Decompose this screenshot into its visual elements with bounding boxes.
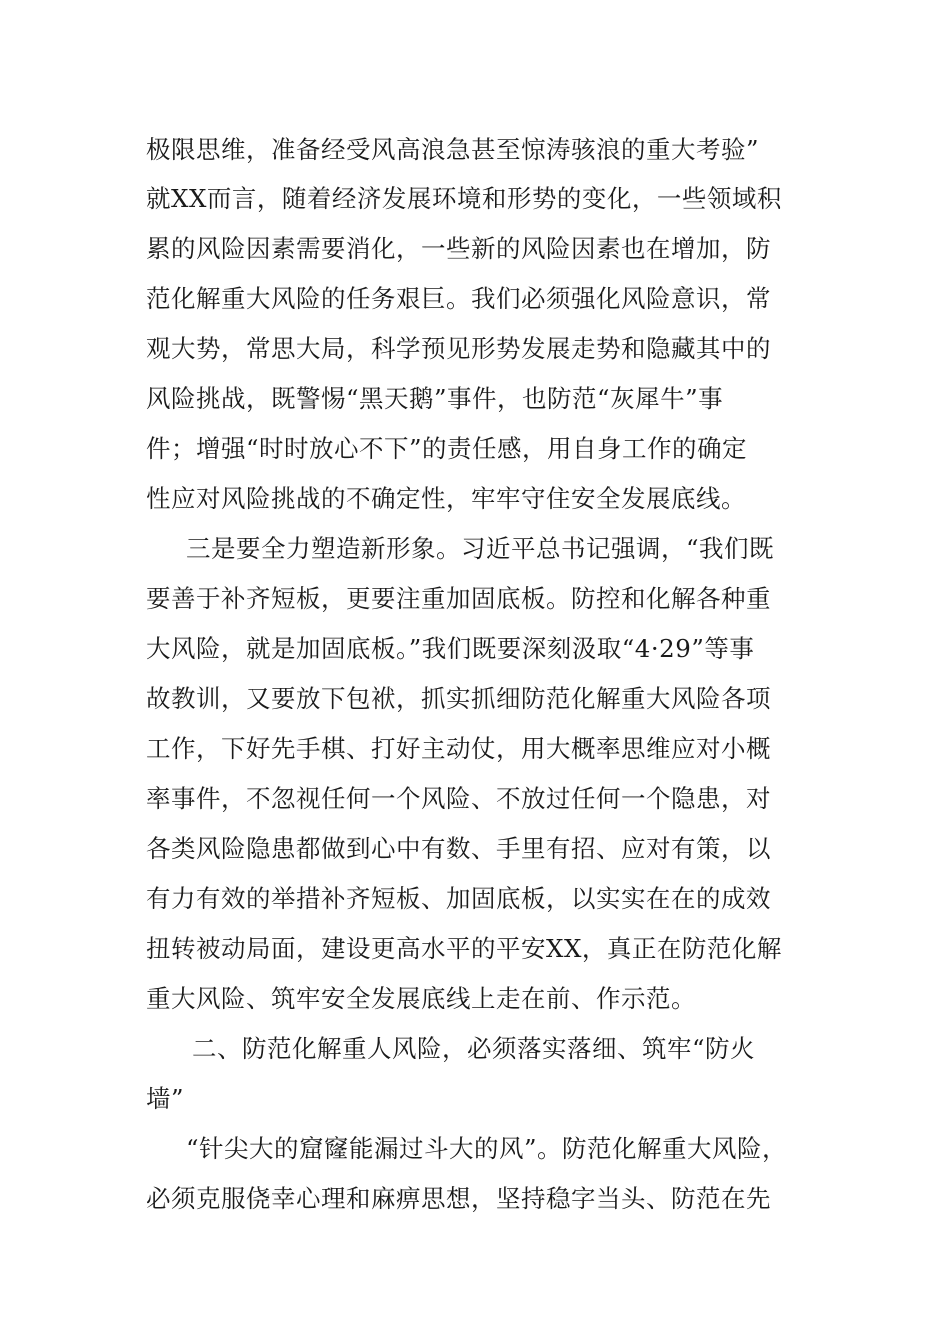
text-line: 率事件，不忽视任何一个风险、不放过任何一个隐患，对 (146, 784, 771, 813)
text-line: 极限思维，准备经受风高浪急甚至惊涛骇浪的重大考验” (146, 135, 760, 164)
text-line: 必须克服侥幸心理和麻痹思想，坚持稳字当头、防范在先 (146, 1184, 771, 1213)
text-line: 范化解重大风险的任务艰巨。我们必须强化风险意识，常 (146, 284, 771, 313)
text-line: 要善于补齐短板，更要注重加固底板。防控和化解各种重 (146, 584, 771, 613)
text-line: 就XX而言，随着经济发展环境和形势的变化，一些领域积 (146, 184, 782, 213)
text-line: 工作，下好先手棋、打好主动仗，用大概率思维应对小概 (146, 734, 771, 763)
text-line: 各类风险隐患都做到心中有数、手里有招、应对有策，以 (146, 834, 771, 863)
text-line: 件；增强“时时放心不下”的责任感，用自身工作的确定 (146, 434, 748, 463)
text-line: 观大势，常思大局，科学预见形势发展走势和隐藏其中的 (146, 334, 771, 363)
text-line: 累的风险因素需要消化，一些新的风险因素也在增加，防 (146, 234, 771, 263)
text-line: 有力有效的举措补齐短板、加固底板，以实实在在的成效 (146, 884, 771, 913)
text-line: 性应对风险挑战的不确定性，牢牢守住安全发展底线。 (146, 484, 746, 513)
paragraph-first-line: 三是要全力塑造新形象。习近平总书记强调，“我们既 (186, 534, 775, 563)
text-line: 大风险，就是加固底板。”我们既要深刻汲取“4·29”等事 (146, 634, 755, 663)
section-heading-continued: 墙” (146, 1084, 185, 1113)
section-heading: 二、防范化解重人风险，必须落实落细、筑牢“防火 (192, 1034, 756, 1063)
text-line: 风险挑战，既警惕“黑天鹅”事件，也防范“灰犀牛”事 (146, 384, 724, 413)
paragraph-first-line: “针尖大的窟窿能漏过斗大的风”。防范化解重大风险， (186, 1134, 788, 1163)
text-line: 故教训，又要放下包袱，抓实抓细防范化解重大风险各项 (146, 684, 771, 713)
text-line: 扭转被动局面，建设更高水平的平安XX，真正在防范化解 (146, 934, 782, 963)
text-line: 重大风险、筑牢安全发展底线上走在前、作示范。 (146, 984, 696, 1013)
